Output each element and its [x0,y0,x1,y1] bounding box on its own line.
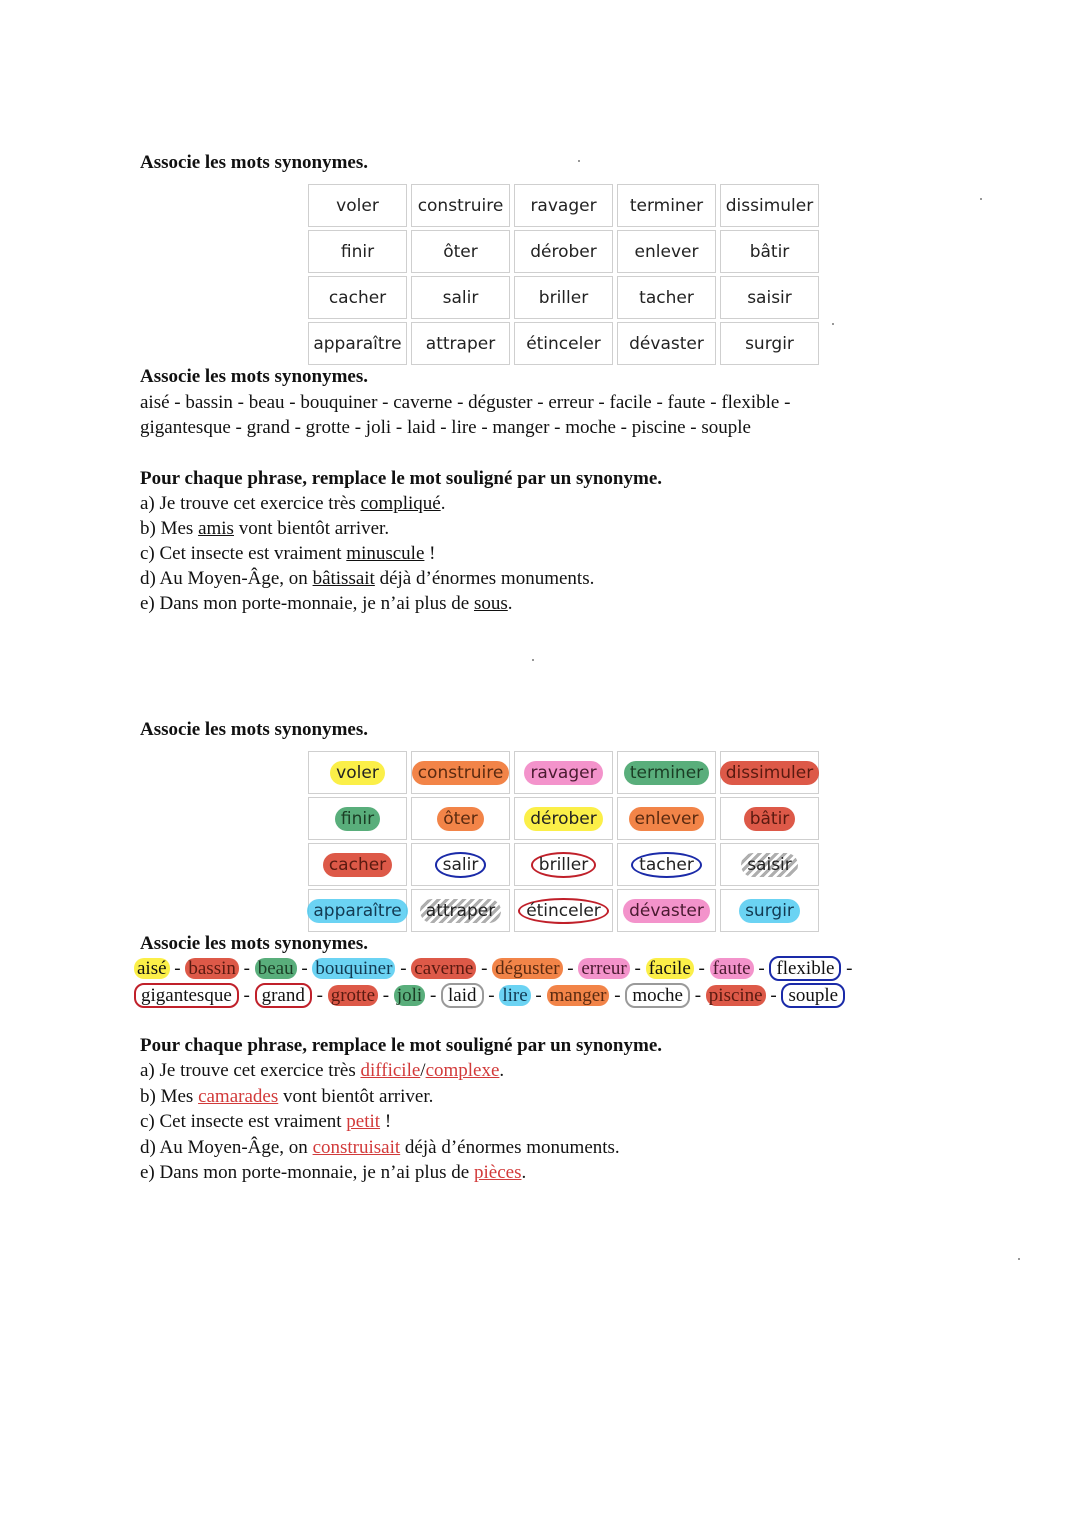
sentence: c) Cet insecte est vraiment minuscule ! [140,543,436,564]
marked-word: aisé [134,958,170,979]
scan-speck [980,198,982,200]
grid-cell [720,797,819,840]
grid-cell [514,230,613,273]
marked-grid-word: attraper [420,899,501,923]
corrected-exercise1-heading: Associe les mots synonymes. [140,719,368,740]
grid-word: enlever [634,241,699,262]
answer-word: difficile [360,1060,421,1081]
marked-word: flexible [769,956,841,981]
grid-cell [617,230,716,273]
grid-cell [720,751,819,794]
marked-grid-word: enlever [629,807,705,831]
scan-speck [578,160,580,162]
sentence: d) Au Moyen-Âge, on bâtissait déjà d’énormes monuments. [140,568,595,589]
marked-grid-word: apparaître [307,899,407,923]
grid-cell [514,751,613,794]
corrected-exercise3-heading: Pour chaque phrase, remplace le mot souligné par un synonyme. [140,1035,662,1056]
grid-word: salir [442,287,479,308]
sentence: e) Dans mon porte-monnaie, je n’ai plus de pièces. [140,1162,527,1183]
marked-word: bouquiner [312,958,395,979]
marked-word: grotte [328,985,378,1006]
grid-cell [308,889,407,932]
grid-cell [411,322,510,365]
marked-grid-word: cacher [323,853,392,877]
grid-word: bâtir [749,241,790,262]
underlined-word: minuscule [346,543,425,564]
sentence: b) Mes amis vont bientôt arriver. [140,518,390,539]
marked-grid-word: dévaster [623,899,710,923]
marked-word: piscine [706,985,766,1006]
grid-word: construire [417,195,504,216]
grid-word: étinceler [526,333,601,354]
underlined-word: amis [198,518,234,539]
grid-word: ravager [530,195,597,216]
grid-word: cacher [328,287,387,308]
marked-word: beau [255,958,297,979]
corrected-sentence-list [140,1060,620,1188]
marked-word: gigantesque [134,983,239,1008]
grid-cell [617,797,716,840]
marked-word: laid [441,983,484,1008]
corrected-word-list-line-1: aisé - bassin - beau - bouquiner - caverne - déguster - erreur - facile - faute - flexible - [134,958,853,980]
grid-word: finir [340,241,375,262]
marked-grid-word: ravager [524,761,602,785]
marked-grid-word: finir [335,807,380,831]
marked-word: souple [781,983,845,1008]
exercise1-heading: Associe les mots synonymes. [140,152,368,173]
marked-word: moche [625,983,690,1008]
marked-grid-word: voler [330,761,385,785]
grid-cell [308,797,407,840]
grid-word: apparaître [313,333,402,354]
underlined-word: sous [473,593,508,614]
grid-cell [514,889,613,932]
synonym-grid [308,184,819,365]
grid-word: briller [538,287,589,308]
grid-word: dérober [530,241,597,262]
marked-word: faute [710,958,754,979]
grid-word: saisir [747,287,792,308]
answer-word: pièces [473,1162,522,1183]
grid-cell [411,751,510,794]
grid-cell [411,276,510,319]
sentence: a) Je trouve cet exercice très difficile/complexe. [140,1060,505,1081]
corrected-exercise2-heading: Associe les mots synonymes. [140,933,368,954]
grid-word: surgir [745,333,794,354]
grid-cell [308,184,407,227]
grid-cell [720,843,819,886]
word-list-line-2: gigantesque - grand - grotte - joli - laid - lire - manger - moche - piscine - souple [140,417,751,438]
sentence-list [140,493,594,618]
marked-word: bassin [185,958,239,979]
grid-cell [308,230,407,273]
marked-grid-word: salir [435,852,487,878]
grid-cell [617,184,716,227]
sentence: d) Au Moyen-Âge, on construisait déjà d’énormes monuments. [140,1136,620,1158]
marked-word: facile [646,958,694,979]
corrected-synonym-grid [308,751,819,932]
grid-cell [411,797,510,840]
marked-grid-word: dissimuler [720,761,819,785]
grid-cell [514,843,613,886]
corrected-word-list-line-2: gigantesque - grand - grotte - joli - laid - lire - manger - moche - piscine - souple [134,985,845,1007]
grid-cell [411,184,510,227]
grid-cell [514,276,613,319]
grid-cell [617,276,716,319]
scan-speck [1018,1258,1020,1260]
answer-word: complexe [425,1060,500,1081]
sentence: c) Cet insecte est vraiment petit ! [140,1111,392,1132]
marked-word: erreur [578,958,629,979]
answer-word: camarades [198,1085,279,1107]
grid-cell [617,843,716,886]
grid-cell [720,322,819,365]
grid-cell [617,322,716,365]
grid-cell [617,751,716,794]
marked-grid-word: construire [412,761,510,785]
grid-word: voler [336,195,379,216]
grid-word: attraper [425,333,496,354]
grid-cell [720,230,819,273]
grid-cell [720,889,819,932]
marked-grid-word: tacher [631,852,702,878]
marked-grid-word: ôter [437,807,484,831]
marked-grid-word: surgir [739,899,800,923]
grid-cell [514,322,613,365]
sentence: a) Je trouve cet exercice très compliqué. [140,493,446,514]
underlined-word: compliqué [360,493,441,514]
grid-word: terminer [629,195,704,216]
marked-word: lire [499,985,530,1006]
marked-word: manger [547,985,610,1006]
grid-cell [411,843,510,886]
grid-word: dissimuler [725,195,814,216]
marked-word: déguster [492,958,562,979]
underlined-word: bâtissait [312,568,375,589]
marked-word: grand [255,983,312,1008]
grid-cell [617,889,716,932]
answer-word: construisait [312,1136,401,1158]
grid-cell [308,276,407,319]
sentence: e) Dans mon porte-monnaie, je n’ai plus de sous. [140,593,513,614]
grid-word: dévaster [629,333,704,354]
marked-grid-word: dérober [524,807,603,831]
sentence: b) Mes camarades vont bientôt arriver. [140,1085,434,1107]
scan-speck [832,323,834,325]
word-list-line-1: aisé - bassin - beau - bouquiner - caverne - déguster - erreur - facile - faute - flexible - [140,392,791,413]
marked-grid-word: saisir [741,853,798,877]
marked-grid-word: briller [531,852,596,878]
grid-cell [720,276,819,319]
scan-speck [532,659,534,661]
exercise3-heading: Pour chaque phrase, remplace le mot souligné par un synonyme. [140,468,662,489]
grid-cell [514,184,613,227]
grid-word: tacher [639,287,694,308]
grid-cell [411,230,510,273]
marked-word: joli [394,985,425,1006]
marked-grid-word: bâtir [744,807,796,831]
grid-cell [308,751,407,794]
exercise2-heading: Associe les mots synonymes. [140,366,368,387]
grid-cell [411,889,510,932]
marked-word: caverne [411,958,476,979]
marked-grid-word: étinceler [518,898,609,924]
grid-cell [720,184,819,227]
grid-cell [308,843,407,886]
marked-grid-word: terminer [624,761,709,785]
grid-cell [514,797,613,840]
grid-word: ôter [443,241,478,262]
answer-word: petit [346,1111,381,1132]
grid-cell [308,322,407,365]
